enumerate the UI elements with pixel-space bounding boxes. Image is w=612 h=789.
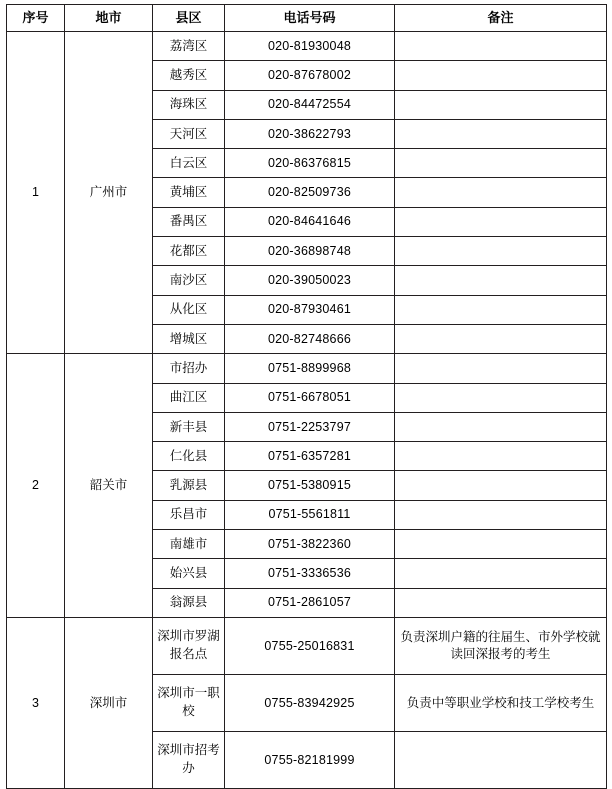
district-cell: 南雄市 <box>153 530 225 559</box>
note-cell <box>395 530 607 559</box>
header-cell-phone: 电话号码 <box>225 5 395 32</box>
phone-number-cell: 020-81930048 <box>225 32 395 61</box>
district-cell: 新丰县 <box>153 412 225 441</box>
contact-phone-table <box>6 4 607 789</box>
note-cell <box>395 412 607 441</box>
city-cell: 韶关市 <box>65 354 153 618</box>
district-cell: 仁化县 <box>153 442 225 471</box>
phone-number-cell: 0751-3336536 <box>225 559 395 588</box>
phone-number-cell: 0751-6678051 <box>225 383 395 412</box>
phone-number-cell: 020-87678002 <box>225 61 395 90</box>
header-cell-district: 县区 <box>153 5 225 32</box>
table-header <box>7 5 607 32</box>
phone-number-cell: 020-82748666 <box>225 324 395 353</box>
table-row <box>7 354 607 383</box>
note-cell <box>395 237 607 266</box>
district-cell: 黄埔区 <box>153 178 225 207</box>
note-cell <box>395 61 607 90</box>
phone-number-cell: 020-38622793 <box>225 119 395 148</box>
note-cell <box>395 295 607 324</box>
district-cell: 花都区 <box>153 237 225 266</box>
phone-number-cell: 0755-83942925 <box>225 674 395 731</box>
district-cell: 深圳市罗湖报名点 <box>153 617 225 674</box>
note-cell <box>395 178 607 207</box>
header-cell-no: 序号 <box>7 5 65 32</box>
phone-number-cell: 020-84472554 <box>225 90 395 119</box>
district-cell: 增城区 <box>153 324 225 353</box>
district-cell: 天河区 <box>153 119 225 148</box>
phone-number-cell: 0751-6357281 <box>225 442 395 471</box>
phone-number-cell: 020-39050023 <box>225 266 395 295</box>
district-cell: 乳源县 <box>153 471 225 500</box>
district-cell: 深圳市招考办 <box>153 731 225 788</box>
table-body <box>7 32 607 789</box>
note-cell <box>395 354 607 383</box>
note-cell <box>395 90 607 119</box>
note-cell <box>395 119 607 148</box>
note-cell <box>395 559 607 588</box>
note-cell <box>395 442 607 471</box>
note-cell <box>395 207 607 236</box>
note-cell: 负责深圳户籍的往届生、市外学校就读回深报考的考生 <box>395 617 607 674</box>
district-cell: 海珠区 <box>153 90 225 119</box>
row-number-cell: 3 <box>7 617 65 788</box>
note-cell <box>395 149 607 178</box>
city-cell: 广州市 <box>65 32 153 354</box>
note-cell <box>395 383 607 412</box>
phone-number-cell: 020-36898748 <box>225 237 395 266</box>
district-cell: 白云区 <box>153 149 225 178</box>
district-cell: 始兴县 <box>153 559 225 588</box>
district-cell: 市招办 <box>153 354 225 383</box>
phone-number-cell: 0755-82181999 <box>225 731 395 788</box>
district-cell: 曲江区 <box>153 383 225 412</box>
header-cell-note: 备注 <box>395 5 607 32</box>
note-cell <box>395 471 607 500</box>
district-cell: 番禺区 <box>153 207 225 236</box>
phone-number-cell: 0751-5561811 <box>225 500 395 529</box>
note-cell <box>395 500 607 529</box>
phone-number-cell: 0751-2861057 <box>225 588 395 617</box>
note-cell: 负责中等职业学校和技工学校考生 <box>395 674 607 731</box>
note-cell <box>395 324 607 353</box>
phone-number-cell: 0751-5380915 <box>225 471 395 500</box>
header-cell-city: 地市 <box>65 5 153 32</box>
district-cell: 深圳市一职校 <box>153 674 225 731</box>
note-cell <box>395 731 607 788</box>
city-cell: 深圳市 <box>65 617 153 788</box>
phone-number-cell: 0751-2253797 <box>225 412 395 441</box>
row-number-cell: 2 <box>7 354 65 618</box>
phone-number-cell: 0751-8899968 <box>225 354 395 383</box>
phone-number-cell: 020-86376815 <box>225 149 395 178</box>
district-cell: 翁源县 <box>153 588 225 617</box>
table-row <box>7 32 607 61</box>
phone-number-cell: 020-82509736 <box>225 178 395 207</box>
note-cell <box>395 266 607 295</box>
district-cell: 乐昌市 <box>153 500 225 529</box>
district-cell: 南沙区 <box>153 266 225 295</box>
header-row <box>7 5 607 32</box>
phone-number-cell: 020-87930461 <box>225 295 395 324</box>
phone-number-cell: 0755-25016831 <box>225 617 395 674</box>
district-cell: 从化区 <box>153 295 225 324</box>
note-cell <box>395 588 607 617</box>
note-cell <box>395 32 607 61</box>
document-page <box>0 4 612 788</box>
phone-number-cell: 0751-3822360 <box>225 530 395 559</box>
table-row <box>7 617 607 674</box>
row-number-cell: 1 <box>7 32 65 354</box>
district-cell: 荔湾区 <box>153 32 225 61</box>
phone-number-cell: 020-84641646 <box>225 207 395 236</box>
district-cell: 越秀区 <box>153 61 225 90</box>
